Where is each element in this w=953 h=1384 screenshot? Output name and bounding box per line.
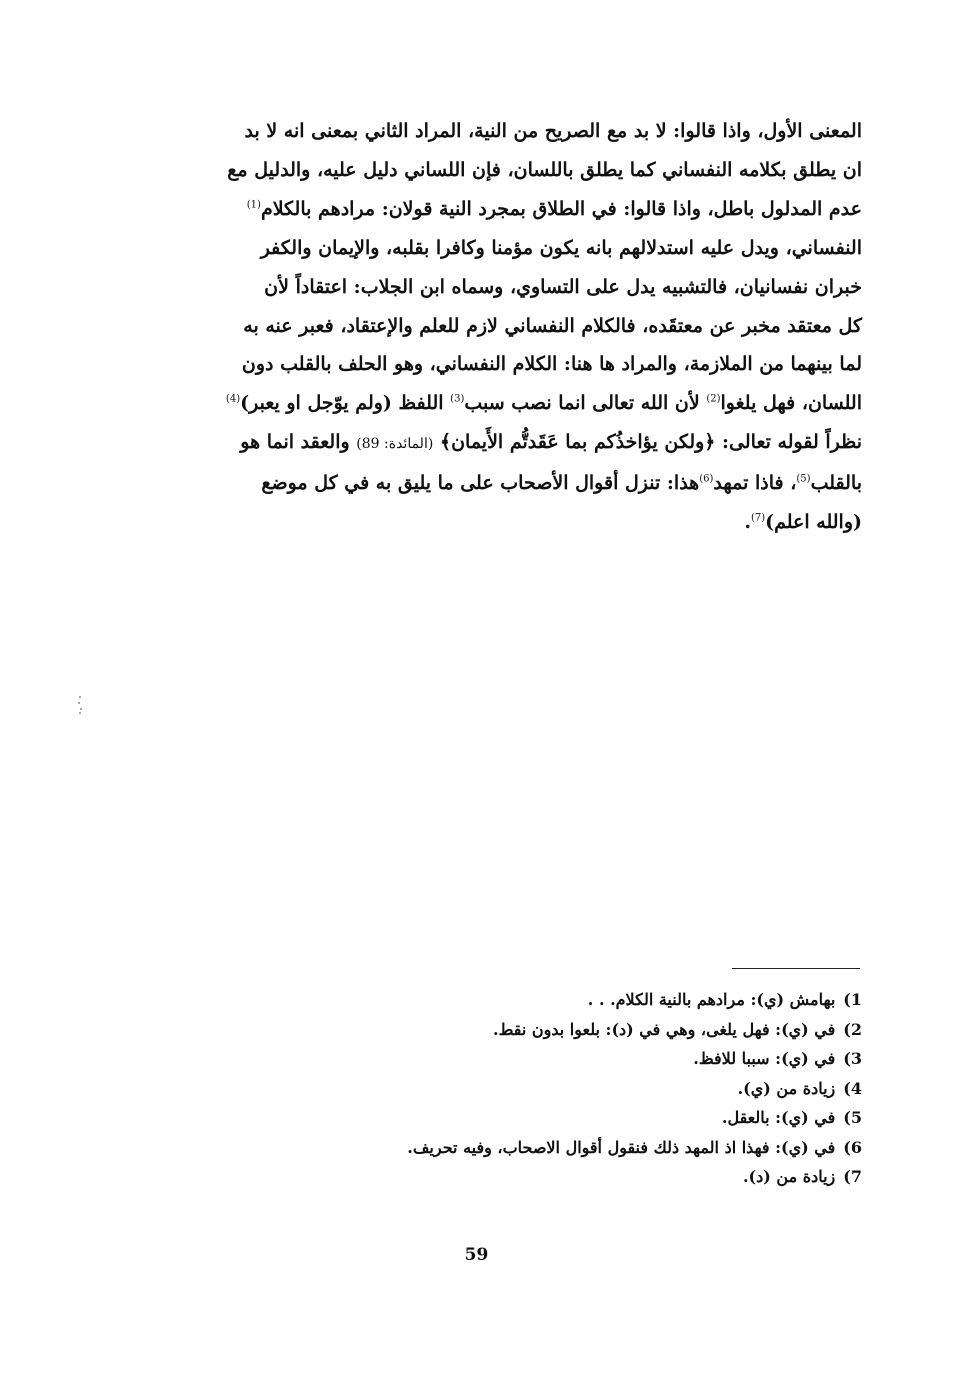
footnote-text: زيادة من (د). — [742, 1167, 836, 1186]
page-number: 59 — [464, 1245, 489, 1265]
text-line — [190, 464, 862, 503]
text-line-10c: هذا: تنزل أقوال الأصحاب على ما يليق به في كل موضع — [261, 472, 700, 495]
text-line-9a: نظراً لقوله تعالى: — [722, 431, 862, 454]
text-line-11a: (والله اعلم) — [765, 511, 862, 534]
text-line-8a: اللسان، فهل يلغوا — [720, 392, 862, 415]
text-line — [190, 268, 862, 307]
footnote-item — [190, 1015, 862, 1045]
footnote-separator — [732, 968, 860, 969]
footnote-marker-2: (2) — [706, 394, 721, 406]
text-line-10a: بالقلب — [810, 472, 862, 495]
footnote-text: بهامش (ي): مرادهم بالنية الكلام. . . — [587, 990, 836, 1009]
text-line-5: خبران نفسانيان، فالتشبيه يدل على التساوي، وسماه ابن الجلاب: اعتقاداً لأن — [264, 275, 862, 298]
text-line-8b: لأن الله تعالى انما نصب سبب — [464, 392, 700, 415]
text-line-2: ان يطلق بكلامه النفساني كما يطلق باللسان، فإن اللساني دليل عليه، والدليل مع — [227, 158, 862, 181]
footnote-marker-6: (6) — [699, 473, 714, 485]
text-line — [190, 229, 862, 268]
footnote-item — [190, 1103, 862, 1133]
main-text — [190, 112, 862, 542]
footnote-text: في (ي): فهل يلغى، وهي في (د): بلعوا بدون نقط. — [493, 1019, 836, 1039]
footnotes-list — [190, 985, 862, 1192]
footnote-marker-7: (7) — [750, 512, 766, 524]
footnote-marker-5: (5) — [796, 473, 811, 485]
footnote-text: زيادة من (ي). — [737, 1078, 836, 1098]
text-line — [190, 503, 862, 542]
footnote-text: في (ي): فهذا اذ المهد ذلك فنقول أقوال الاصحاب، وفيه تحريف. — [407, 1137, 836, 1157]
footnote-marker-3: (3) — [450, 394, 465, 406]
text-line — [190, 151, 862, 190]
footnote-marker-1: (1) — [246, 199, 261, 211]
text-line-11b: . — [744, 511, 751, 534]
footnote-number: 5) — [843, 1108, 862, 1127]
footnote-number: 3) — [843, 1049, 862, 1068]
footnote-item — [190, 1074, 862, 1104]
text-line-10b: ، فاذا تمهد — [713, 472, 797, 495]
text-line — [190, 423, 862, 464]
quran-verse: ﴿ولكن يؤاخذُكم بما عَقَدتُّم الأَيمان﴾ — [439, 431, 716, 454]
footnote-text: في (ي): سببا للافظ. — [693, 1049, 836, 1068]
footnote-text: في (ي): بالعقل. — [721, 1108, 836, 1127]
footnote-number: 2) — [843, 1019, 862, 1039]
text-line — [190, 345, 862, 384]
text-line — [190, 307, 862, 346]
footnote-item — [190, 985, 862, 1015]
text-line-8c: اللفظ (ولم يوّجل او يعبر) — [240, 392, 444, 415]
text-line-6: كل معتقد مخبر عن معتقَده، فالكلام النفساني لازم للعلم والإعتقاد، فعبر عنه به — [243, 314, 862, 337]
footnote-number: 7) — [843, 1167, 862, 1186]
footnote-number: 4) — [843, 1078, 862, 1098]
text-line — [190, 112, 862, 151]
footnote-item — [190, 1133, 862, 1163]
footnote-marker-4: (4) — [225, 394, 241, 406]
text-line — [190, 384, 862, 423]
text-line — [190, 190, 862, 229]
footnote-item — [190, 1044, 862, 1074]
scan-speck — [78, 696, 82, 714]
text-line-4: النفساني، ويدل عليه استدلالهم بانه يكون مؤمنا وكافرا بقلبه، والإيمان والكفر — [260, 236, 862, 259]
footnote-number: 1) — [843, 990, 862, 1009]
text-line-7: لما بينهما من الملازمة، والمراد ها هنا: الكلام النفساني، وهو الحلف بالقلب دون — [241, 353, 862, 376]
footnote-item — [190, 1162, 862, 1192]
text-line-9b: والعقد انما هو — [240, 431, 350, 454]
footnote-number: 6) — [843, 1137, 862, 1157]
text-line-1: المعنى الأول، واذا قالوا: لا بد مع الصريح من النية، المراد الثاني بمعنى انه لا بد — [244, 120, 862, 142]
text-line-3: عدم المدلول باطل، واذا قالوا: في الطلاق بمجرد النية قولان: مرادهم بالكلام — [260, 197, 862, 220]
verse-reference: (المائدة: 89) — [356, 436, 434, 453]
